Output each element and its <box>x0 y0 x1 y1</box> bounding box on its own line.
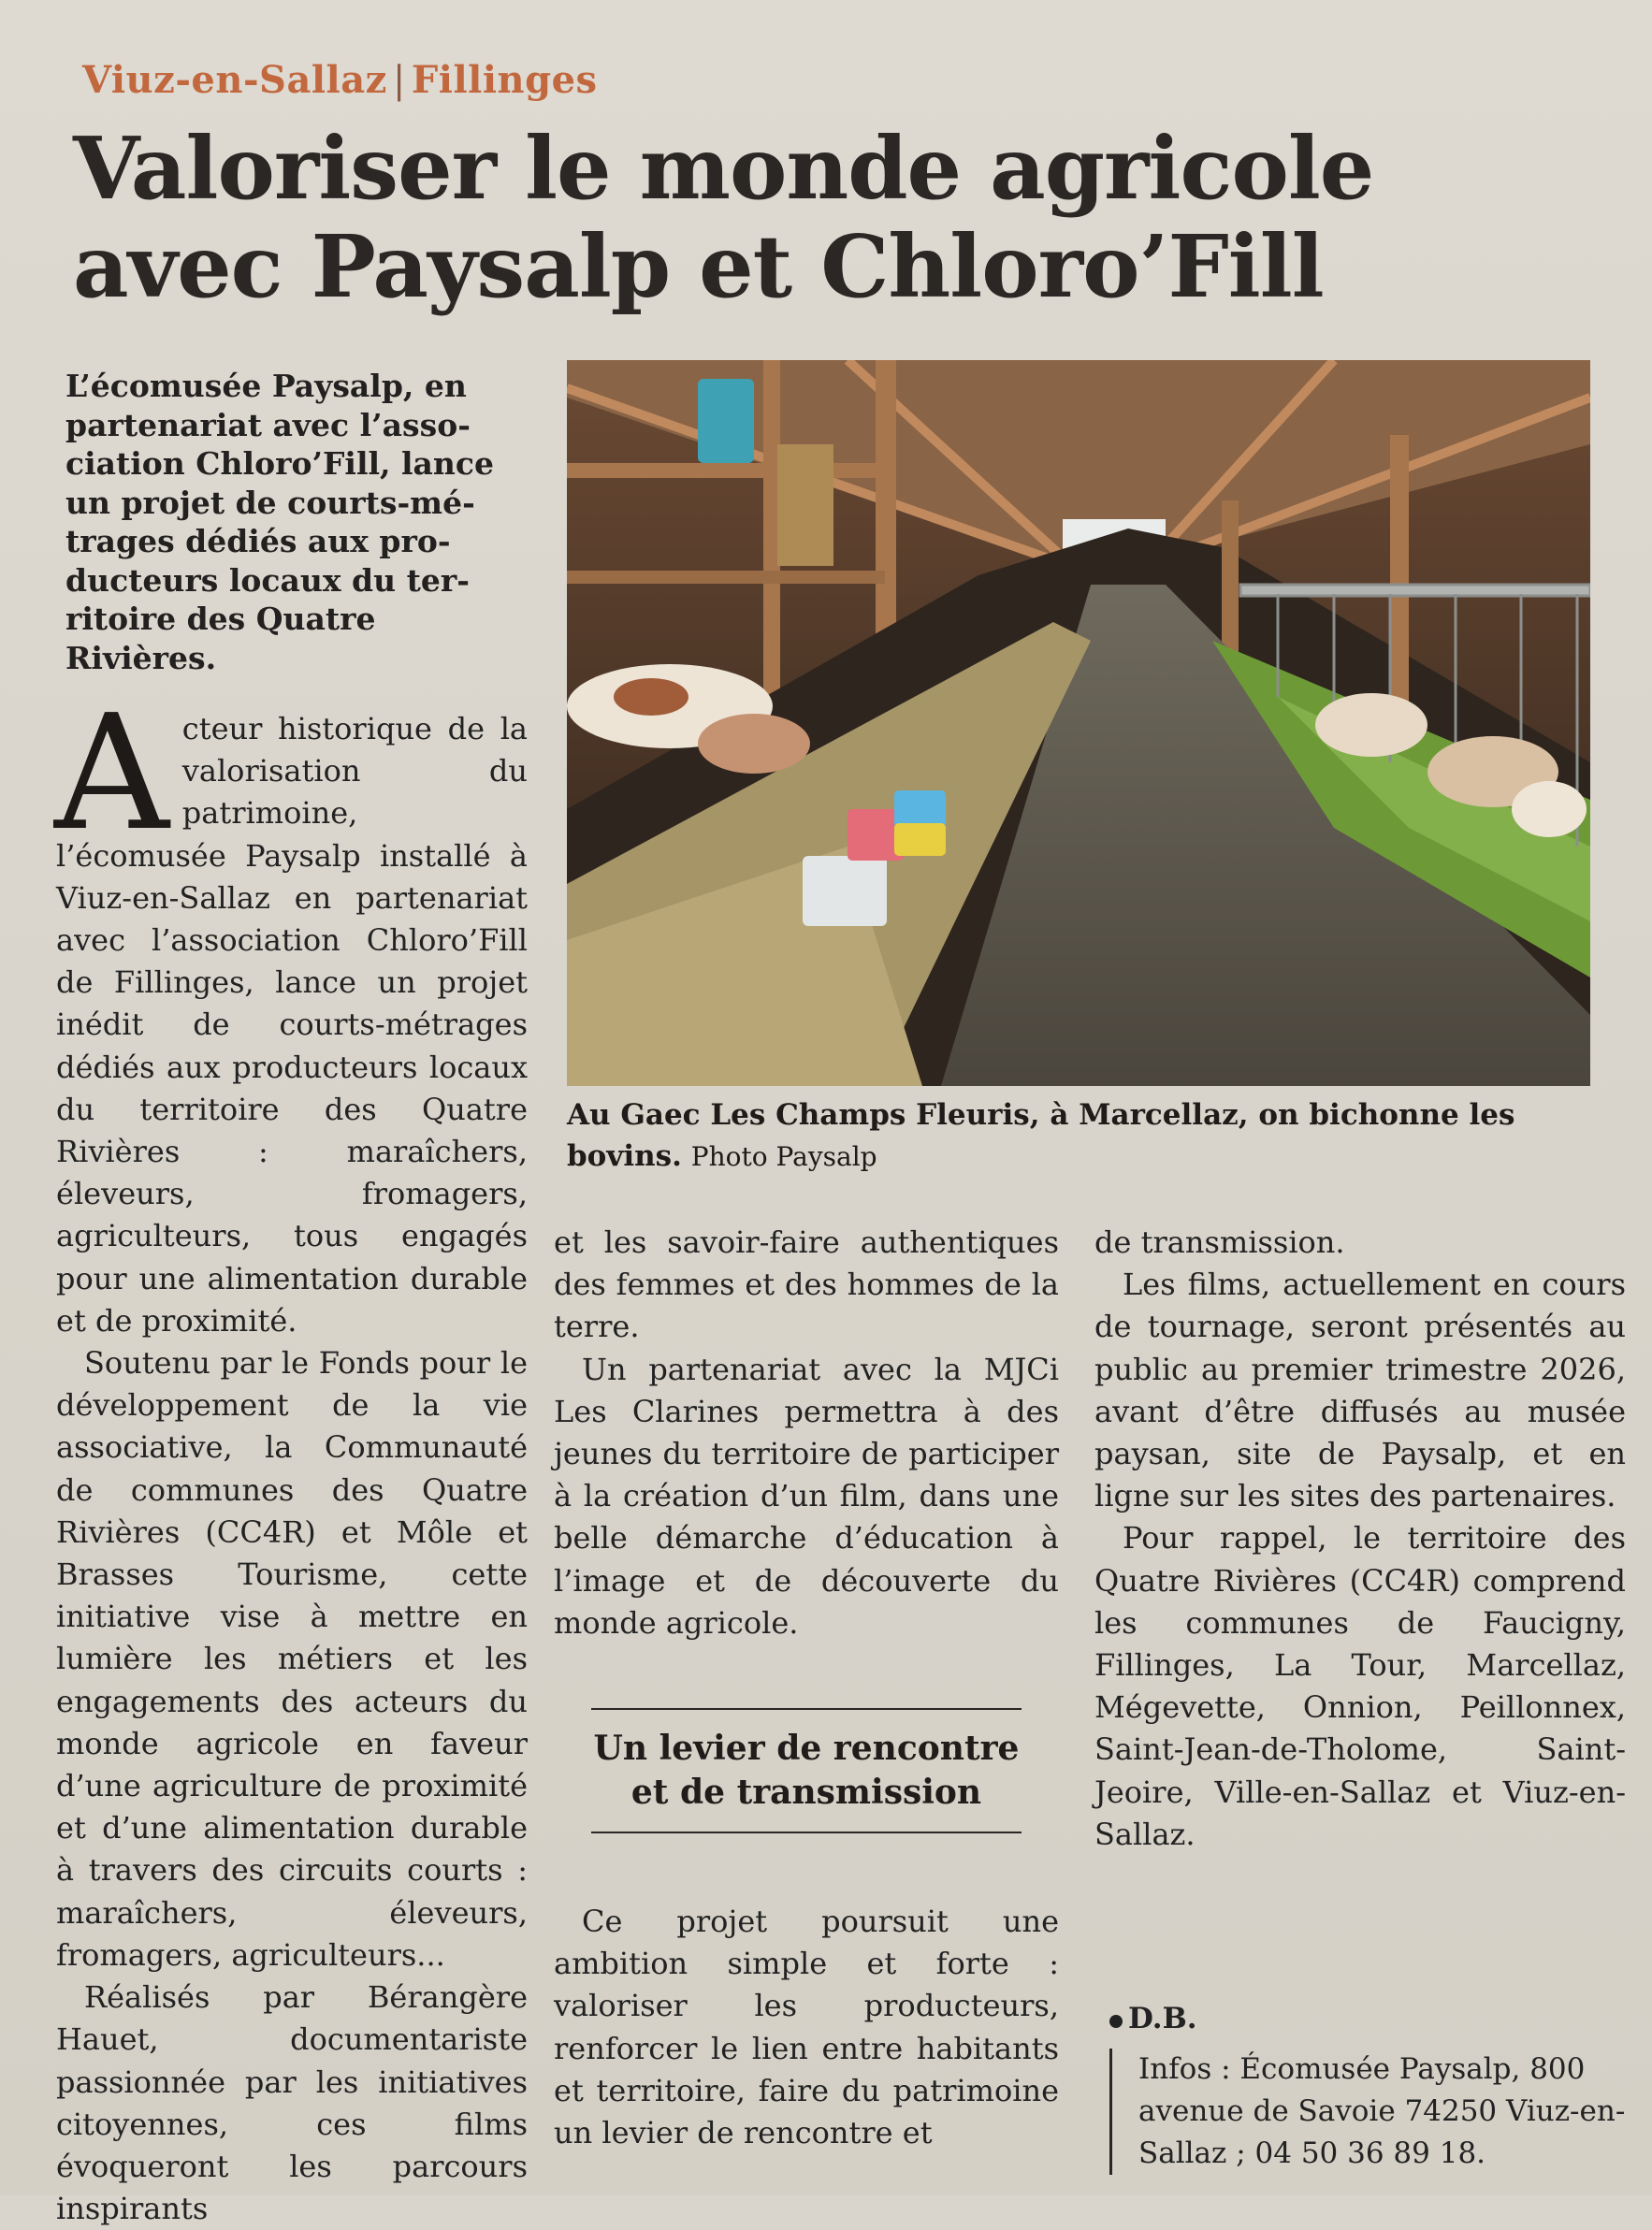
photo-credit: Photo Paysalp <box>690 1141 877 1172</box>
paragraph-3: Réalisés par Bérangère Hauet, documentariste passionnée par les initiatives citoyennes, ces films évoqueront les parcours inspirants <box>56 1979 528 2227</box>
paragraph-4: Un partenariat avec la MJCi Les Clarines permettra à des jeunes du territoire de participer à la création d’un film, dans une belle démarche d’éducation à l’image et de découverte du monde agricole. <box>554 1351 1059 1641</box>
paragraph-1: cteur historique de la valorisation du patrimoine, l’écomusée Paysalp installé à Viuz-en-Sallaz en partenariat avec l’association Chloro’Fill de Fillinges, lance un projet inédit de courts-métrages dédiés aux producteurs locaux du territoire des Quatre Rivières : maraîchers, éleveurs, fromagers, agriculteurs, tous engagés pour une alimentation durable et de proximité. <box>56 711 528 1339</box>
article-column-1 <box>54 681 528 2230</box>
article-column-2 <box>554 1222 1059 1644</box>
subheading-rule-bottom <box>591 1832 1022 1833</box>
article-column-2-lower <box>554 1901 1059 2154</box>
author-signature <box>1109 2002 1197 2035</box>
section-kicker <box>82 58 598 102</box>
info-box: Infos : Écomusée Paysalp, 800 avenue de Savoie 74250 Viuz-en-Sallaz ; 04 50 36 89 18. <box>1109 2049 1652 2175</box>
barn-photo <box>567 360 1590 1086</box>
bullet-dot-icon <box>1109 2015 1123 2028</box>
caption-text: Au Gaec Les Champs Fleuris, à Marcellaz, on bichonne les bovins. <box>567 1098 1515 1173</box>
subheading: Un levier de rencontre et de transmission <box>593 1729 1020 1812</box>
lead-line: ducteurs locaux du ter- <box>65 561 470 599</box>
kicker-place-2: Fillinges <box>411 58 598 102</box>
subheading-rule-top <box>591 1708 1022 1710</box>
lead-line: Rivières. <box>65 639 217 676</box>
paragraph-6: Les films, actuellement en cours de tournage, seront présentés au public au premier trimestre 2026, avant d’être diffusés au musée paysan, site de Paysalp, et en ligne sur les sites des partenaires. <box>1094 1267 1626 1514</box>
lead-paragraph <box>65 367 533 677</box>
drop-cap: A <box>54 681 169 866</box>
barn-photo-illustration <box>567 360 1590 1086</box>
paragraph-5-continued: de transmission. <box>1094 1224 1345 1260</box>
lead-line: trages dédiés aux pro- <box>65 523 451 559</box>
paragraph-3-continued: et les savoir-faire authentiques des femmes et des hommes de la terre. <box>554 1224 1059 1345</box>
kicker-separator: | <box>392 59 406 102</box>
kicker-place-1: Viuz-en-Sallaz <box>82 58 387 102</box>
article-column-3 <box>1094 1222 1626 1856</box>
headline <box>73 120 1607 316</box>
lead-line: ciation Chloro’Fill, lance <box>65 445 494 482</box>
paragraph-7: Pour rappel, le territoire des Quatre Rivières (CC4R) comprend les communes de Faucigny, Fillinges, La Tour, Marcellaz, Mégevette, Onnion, Peillonnex, Saint-Jean-de-Tholome, Saint-Jeoire, Ville-en-Sallaz et Viuz-en-Sallaz. <box>1094 1520 1626 1852</box>
headline-line-1: Valoriser le monde agricole <box>73 118 1374 219</box>
lead-line: ritoire des Quatre <box>65 601 376 637</box>
lead-line: un projet de courts-mé- <box>65 484 475 521</box>
photo-caption <box>567 1094 1596 1178</box>
paragraph-5: Ce projet poursuit une ambition simple et forte : valoriser les producteurs, renforcer le lien entre habitants et territoire, faire du patrimoine un levier de rencontre et <box>554 1904 1059 2151</box>
subheading-block <box>591 1708 1022 1833</box>
headline-line-2: avec Paysalp et Chloro’Fill <box>73 216 1324 317</box>
lead-line: partenariat avec l’asso- <box>65 406 471 443</box>
paragraph-2: Soutenu par le Fonds pour le développement de la vie associative, la Communauté de communes des Quatre Rivières (CC4R) et Môle et Brasses Tourisme, cette initiative vise à mettre en lumière les métiers et les engagements des acteurs du monde agricole en faveur d’une agriculture de proximité et d’une alimentation durable à travers des circuits courts : maraîchers, éleveurs, fromagers, agriculteurs... <box>56 1345 528 1973</box>
signature-text: D.B. <box>1128 2002 1197 2035</box>
lead-line: L’écomusée Paysalp, en <box>65 368 467 404</box>
